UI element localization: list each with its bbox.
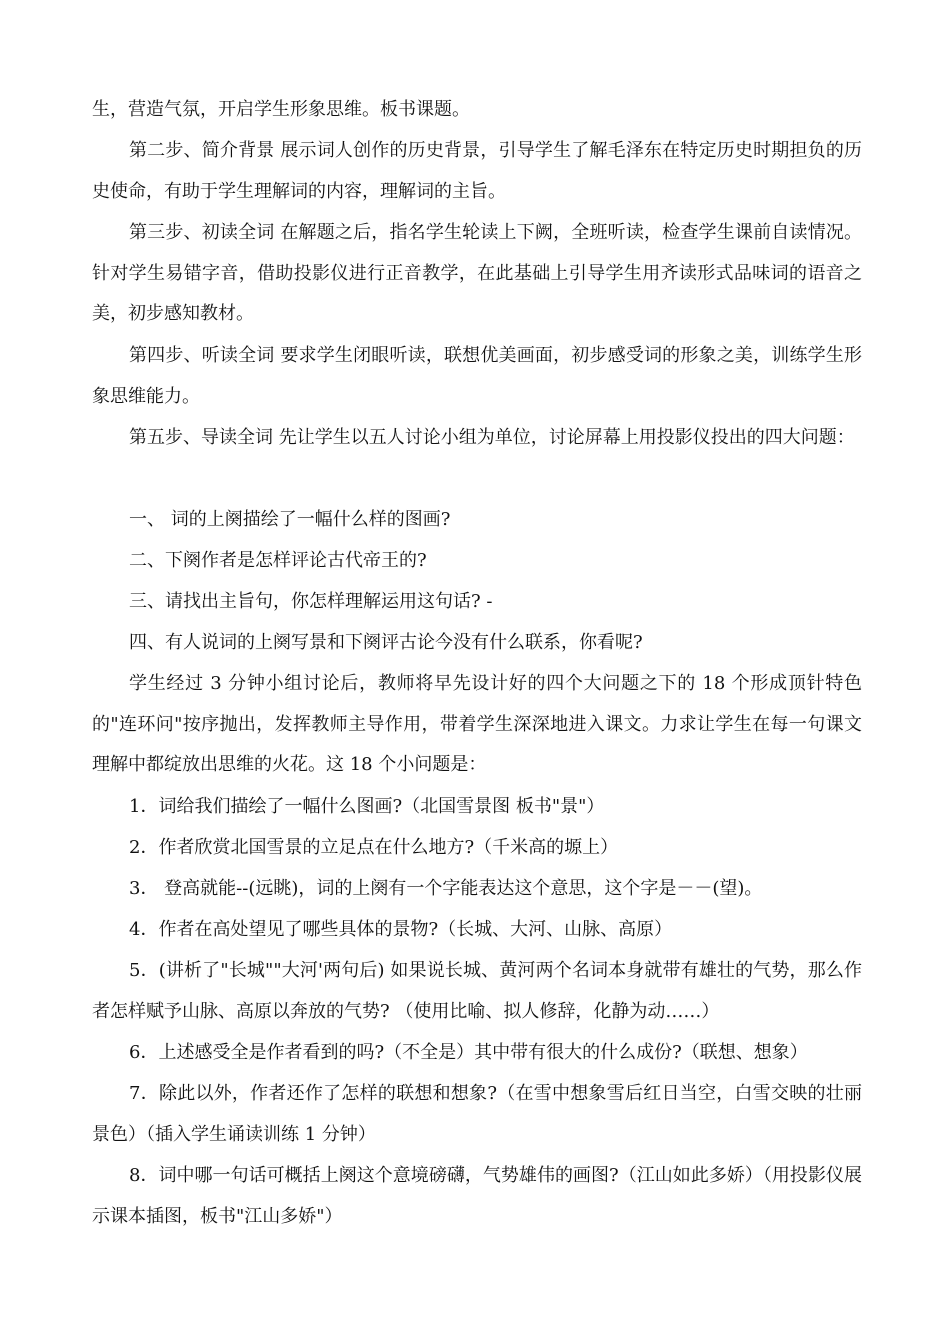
small-question-6: 6．上述感受全是作者看到的吗?（不全是）其中带有很大的什么成份?（联想、想象） (129, 1042, 808, 1063)
small-question-2: 2．作者欣赏北国雪景的立足点在什么地方?（千米高的塬上） (129, 837, 619, 858)
small-question-5: 5．(讲析了"长城""大河'两句后) 如果说长城、黄河两个名词本身就带有雄壮的气势，那么作者怎样赋予山脉、高原以奔放的气势? （使用比喻、拟人修辞，化静为动……） (92, 960, 862, 1022)
paragraph-step-four: 第四步、听读全词 要求学生闭眼听读，联想优美画面，初步感受词的形象之美，训练学生形象思维能力。 (92, 345, 862, 407)
small-question-1: 1．词给我们描绘了一幅什么图画?（北国雪景图 板书"景"） (129, 796, 605, 817)
small-question-7: 7．除此以外，作者还作了怎样的联想和想象?（在雪中想象雪后红日当空，白雪交映的壮丽景色）（插入学生诵读训练 1 分钟） (92, 1083, 862, 1145)
question-two: 二、下阕作者是怎样评论古代帝王的? (129, 550, 427, 571)
question-one: 一、 词的上阕描绘了一幅什么样的图画? (129, 509, 451, 530)
question-three: 三、请找出主旨句，你怎样理解运用这句话? - (129, 591, 493, 612)
question-four: 四、有人说词的上阕写景和下阕评古论今没有什么联系，你看呢? (129, 632, 643, 653)
paragraph-step-three: 第三步、初读全词 在解题之后，指名学生轮读上下阙，全班听读，检查学生课前自读情况。针对学生易错字音，借助投影仪进行正音教学，在此基础上引导学生用齐读形式品味词的语音之美，初步感知教材。 (92, 222, 862, 324)
paragraph-discussion: 学生经过 3 分钟小组讨论后，教师将早先设计好的四个大问题之下的 18 个形成顶针特色的"连环问"按序抛出，发挥教师主导作用，带着学生深深地进入课文。力求让学生在每一句课文理解中都绽放出思维的火花。这 18 个小问题是： (92, 673, 862, 775)
paragraph-continuation: 生，营造气氛，开启学生形象思维。板书课题。 (92, 99, 470, 120)
small-question-3: 3． 登高就能--(远眺)，词的上阕有一个字能表达这个意思，这个字是－－(望)。 (129, 878, 763, 899)
paragraph-step-two: 第二步、简介背景 展示词人创作的历史背景，引导学生了解毛泽东在特定历史时期担负的历史使命，有助于学生理解词的内容，理解词的主旨。 (92, 140, 862, 202)
small-question-4: 4．作者在高处望见了哪些具体的景物?（长城、大河、山脉、高原） (129, 919, 673, 940)
paragraph-step-five: 第五步、导读全词 先让学生以五人讨论小组为单位，讨论屏幕上用投影仪投出的四大问题： (129, 427, 855, 448)
small-question-8: 8．词中哪一句话可概括上阕这个意境磅礴，气势雄伟的画图?（江山如此多娇）（用投影仪展示课本插图，板书"江山多娇"） (92, 1165, 862, 1227)
